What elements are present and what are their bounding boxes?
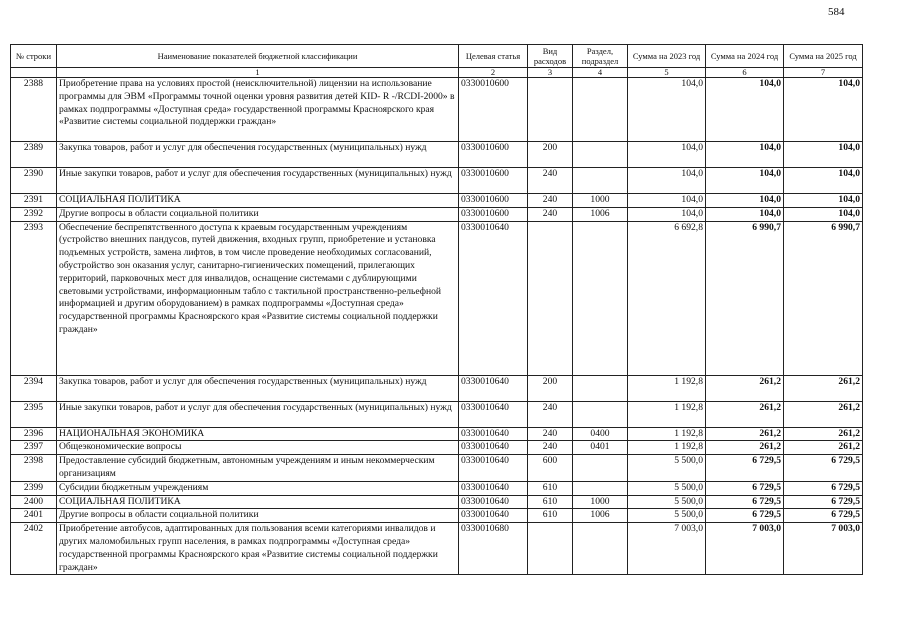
row-type: 240 [528, 207, 573, 221]
row-sum-2025: 104,0 [784, 207, 863, 221]
row-sum-2023: 5 500,0 [628, 455, 706, 482]
row-number: 2400 [11, 495, 57, 509]
row-type: 240 [528, 194, 573, 208]
row-section [573, 168, 628, 194]
row-number: 2398 [11, 455, 57, 482]
row-type: 610 [528, 481, 573, 495]
row-sum-2023: 7 003,0 [628, 523, 706, 575]
column-index-row [11, 68, 863, 78]
row-sum-2025: 6 990,7 [784, 221, 863, 375]
table-row [11, 168, 863, 194]
header-target: Целевая статья [459, 45, 528, 68]
table-row [11, 481, 863, 495]
table-row [11, 427, 863, 441]
row-target: 0330010640 [459, 427, 528, 441]
row-section [573, 481, 628, 495]
table-row [11, 455, 863, 482]
row-number: 2395 [11, 401, 57, 427]
row-sum-2024: 6 729,5 [706, 455, 784, 482]
table-row [11, 194, 863, 208]
row-sum-2024: 104,0 [706, 207, 784, 221]
row-name: Другие вопросы в области социальной политики [57, 509, 459, 523]
row-type: 200 [528, 375, 573, 401]
row-number: 2401 [11, 509, 57, 523]
table-row [11, 401, 863, 427]
row-name: Приобретение автобусов, адаптированных для пользования всеми категориями инвалидов и других маломобильных групп населения, в рамках подпрограммы «Доступная среда» государственной программы Красноярского края «Развитие системы социальной поддержки граждан» [57, 523, 459, 575]
row-sum-2023: 104,0 [628, 207, 706, 221]
row-number: 2396 [11, 427, 57, 441]
row-sum-2025: 104,0 [784, 168, 863, 194]
row-type: 600 [528, 455, 573, 482]
row-type [528, 78, 573, 142]
row-sum-2023: 104,0 [628, 78, 706, 142]
row-sum-2025: 261,2 [784, 375, 863, 401]
row-type: 200 [528, 142, 573, 168]
row-section: 0401 [573, 441, 628, 455]
row-number: 2399 [11, 481, 57, 495]
row-name: Другие вопросы в области социальной политики [57, 207, 459, 221]
row-sum-2024: 104,0 [706, 168, 784, 194]
row-section [573, 142, 628, 168]
row-target: 0330010600 [459, 194, 528, 208]
row-name: Закупка товаров, работ и услуг для обеспечения государственных (муниципальных) нужд [57, 375, 459, 401]
page-number: 584 [828, 6, 845, 18]
row-type: 610 [528, 495, 573, 509]
row-sum-2024: 261,2 [706, 375, 784, 401]
row-number: 2394 [11, 375, 57, 401]
row-sum-2025: 6 729,5 [784, 455, 863, 482]
header-row [11, 45, 863, 68]
row-sum-2024: 104,0 [706, 142, 784, 168]
row-sum-2024: 104,0 [706, 78, 784, 142]
row-sum-2023: 1 192,8 [628, 375, 706, 401]
row-sum-2024: 6 729,5 [706, 481, 784, 495]
row-sum-2025: 104,0 [784, 78, 863, 142]
header-2025: Сумма на 2025 год [784, 45, 863, 68]
row-sum-2023: 104,0 [628, 142, 706, 168]
row-sum-2023: 5 500,0 [628, 481, 706, 495]
column-index: 6 [706, 68, 784, 78]
row-target: 0330010640 [459, 401, 528, 427]
row-target: 0330010600 [459, 168, 528, 194]
row-number: 2402 [11, 523, 57, 575]
row-sum-2024: 261,2 [706, 427, 784, 441]
row-name: Предоставление субсидий бюджетным, автономным учреждениям и иным некоммерческим организациям [57, 455, 459, 482]
row-sum-2025: 261,2 [784, 441, 863, 455]
row-type: 240 [528, 168, 573, 194]
column-index: 3 [528, 68, 573, 78]
row-number: 2388 [11, 78, 57, 142]
column-index [11, 68, 57, 78]
row-section: 1000 [573, 495, 628, 509]
row-name: НАЦИОНАЛЬНАЯ ЭКОНОМИКА [57, 427, 459, 441]
row-type: 240 [528, 427, 573, 441]
row-name: Обеспечение беспрепятственного доступа к краевым государственным учреждениям (устройство внешних пандусов, путей движения, входных групп, приобретение и установка подъемных устройств, замена лифтов, в том числе проведение необходимых согласований, обустройство зон оказания услуг, санитарно-гигиенических помещений, прилегающих территорий, парковочных мест для инвалидов, оснащение системами с дублирующими световыми устройствами, информационным табло с тактильной пространственно-рельефной информацией и другим оборудованием) в рамках подпрограммы «Доступная среда» государственной программы Красноярского края «Развитие системы социальной поддержки граждан» [57, 221, 459, 375]
row-target: 0330010680 [459, 523, 528, 575]
row-section [573, 375, 628, 401]
table-row [11, 495, 863, 509]
row-name: Иные закупки товаров, работ и услуг для обеспечения государственных (муниципальных) нужд [57, 168, 459, 194]
header-row-number: № строки [11, 45, 57, 68]
row-target: 0330010600 [459, 142, 528, 168]
row-sum-2023: 1 192,8 [628, 401, 706, 427]
row-sum-2023: 5 500,0 [628, 509, 706, 523]
row-target: 0330010640 [459, 495, 528, 509]
row-type [528, 523, 573, 575]
row-name: СОЦИАЛЬНАЯ ПОЛИТИКА [57, 495, 459, 509]
row-sum-2023: 104,0 [628, 168, 706, 194]
row-target: 0330010600 [459, 207, 528, 221]
row-number: 2390 [11, 168, 57, 194]
row-number: 2389 [11, 142, 57, 168]
row-type [528, 221, 573, 375]
column-index: 4 [573, 68, 628, 78]
row-section: 1000 [573, 194, 628, 208]
row-sum-2023: 1 192,8 [628, 427, 706, 441]
row-target: 0330010640 [459, 375, 528, 401]
row-target: 0330010600 [459, 78, 528, 142]
row-name: Общеэкономические вопросы [57, 441, 459, 455]
row-section [573, 221, 628, 375]
row-section [573, 401, 628, 427]
row-section [573, 455, 628, 482]
row-name: Закупка товаров, работ и услуг для обеспечения государственных (муниципальных) нужд [57, 142, 459, 168]
table-row [11, 441, 863, 455]
row-type: 240 [528, 441, 573, 455]
table-body [11, 78, 863, 575]
column-index: 2 [459, 68, 528, 78]
budget-table [10, 44, 863, 575]
row-section: 1006 [573, 509, 628, 523]
row-sum-2025: 261,2 [784, 401, 863, 427]
row-name: СОЦИАЛЬНАЯ ПОЛИТИКА [57, 194, 459, 208]
row-sum-2023: 6 692,8 [628, 221, 706, 375]
row-number: 2391 [11, 194, 57, 208]
row-sum-2025: 104,0 [784, 194, 863, 208]
row-target: 0330010640 [459, 509, 528, 523]
row-section [573, 78, 628, 142]
table-row [11, 142, 863, 168]
row-number: 2392 [11, 207, 57, 221]
row-sum-2024: 7 003,0 [706, 523, 784, 575]
row-type: 240 [528, 401, 573, 427]
row-sum-2023: 104,0 [628, 194, 706, 208]
row-target: 0330010640 [459, 221, 528, 375]
row-section [573, 523, 628, 575]
table-row [11, 523, 863, 575]
row-sum-2024: 6 990,7 [706, 221, 784, 375]
row-sum-2024: 104,0 [706, 194, 784, 208]
row-sum-2025: 6 729,5 [784, 495, 863, 509]
row-sum-2024: 6 729,5 [706, 495, 784, 509]
row-sum-2023: 1 192,8 [628, 441, 706, 455]
row-target: 0330010640 [459, 481, 528, 495]
row-number: 2397 [11, 441, 57, 455]
row-sum-2024: 261,2 [706, 401, 784, 427]
row-section: 1006 [573, 207, 628, 221]
header-type: Вид расходов [528, 45, 573, 68]
row-name: Иные закупки товаров, работ и услуг для обеспечения государственных (муниципальных) нужд [57, 401, 459, 427]
row-sum-2025: 6 729,5 [784, 481, 863, 495]
row-sum-2025: 104,0 [784, 142, 863, 168]
header-2023: Сумма на 2023 год [628, 45, 706, 68]
table-row [11, 221, 863, 375]
row-target: 0330010640 [459, 455, 528, 482]
row-sum-2024: 261,2 [706, 441, 784, 455]
row-sum-2024: 6 729,5 [706, 509, 784, 523]
row-sum-2025: 261,2 [784, 427, 863, 441]
row-number: 2393 [11, 221, 57, 375]
header-name: Наименование показателей бюджетной классификации [57, 45, 459, 68]
row-type: 610 [528, 509, 573, 523]
column-index: 1 [57, 68, 459, 78]
table-row [11, 78, 863, 142]
table-row [11, 509, 863, 523]
row-name: Приобретение права на условиях простой (неисключительной) лицензии на использование программы для ЭВМ «Программы точной оценки уровня развития детей KID- R -/RCDI-2000» в рамках подпрограммы «Доступная среда» государственной программы Красноярского края «Развитие системы социальной поддержки граждан» [57, 78, 459, 142]
column-index: 7 [784, 68, 863, 78]
column-index: 5 [628, 68, 706, 78]
table-row [11, 375, 863, 401]
header-2024: Сумма на 2024 год [706, 45, 784, 68]
row-sum-2025: 6 729,5 [784, 509, 863, 523]
header-section: Раздел, подраздел [573, 45, 628, 68]
row-sum-2023: 5 500,0 [628, 495, 706, 509]
row-name: Субсидии бюджетным учреждениям [57, 481, 459, 495]
row-section: 0400 [573, 427, 628, 441]
table-row [11, 207, 863, 221]
row-sum-2025: 7 003,0 [784, 523, 863, 575]
row-target: 0330010640 [459, 441, 528, 455]
